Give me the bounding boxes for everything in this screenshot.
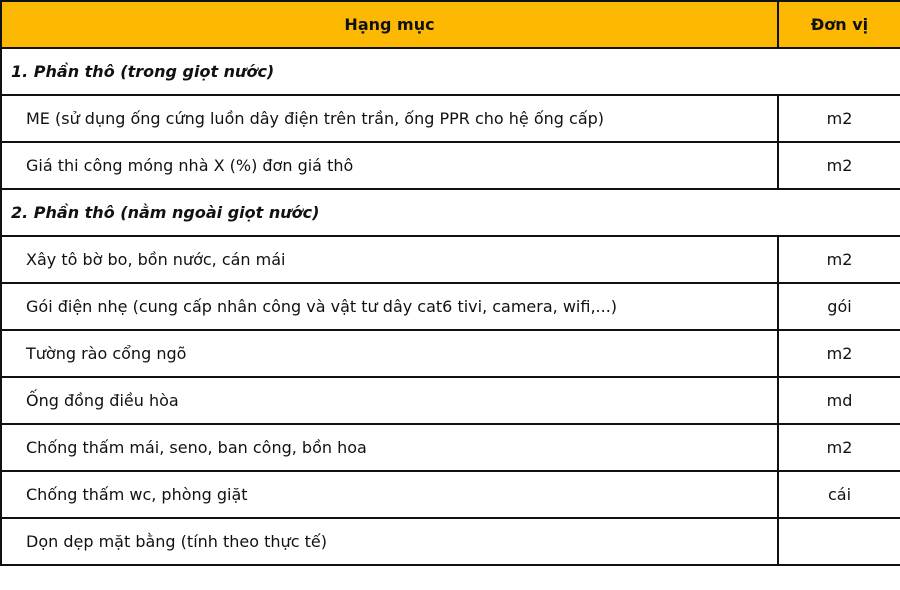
header-row [1,1,900,48]
item-label: Dọn dẹp mặt bằng (tính theo thực tế) [1,518,778,565]
item-label: Ống đồng điều hòa [1,377,778,424]
item-unit: gói [778,283,900,330]
item-unit: m2 [778,424,900,471]
table-row [1,236,900,283]
section-title: 2. Phần thô (nằm ngoài giọt nước) [1,189,900,236]
item-label: Gói điện nhẹ (cung cấp nhân công và vật tư dây cat6 tivi, camera, wifi,...) [1,283,778,330]
item-unit: m2 [778,236,900,283]
section-title: 1. Phần thô (trong giọt nước) [1,48,900,95]
table-row [1,283,900,330]
section-row [1,48,900,95]
item-unit [778,518,900,565]
item-unit: md [778,377,900,424]
table-row [1,377,900,424]
table-row [1,471,900,518]
item-label: Tường rào cổng ngõ [1,330,778,377]
item-label: ME (sử dụng ống cứng luồn dây điện trên trần, ống PPR cho hệ ống cấp) [1,95,778,142]
item-label: Xây tô bờ bo, bồn nước, cán mái [1,236,778,283]
header-unit: Đơn vị [778,1,900,48]
item-unit: cái [778,471,900,518]
item-unit: m2 [778,330,900,377]
item-label: Chống thấm mái, seno, ban công, bồn hoa [1,424,778,471]
table-row [1,424,900,471]
item-label: Giá thi công móng nhà X (%) đơn giá thô [1,142,778,189]
table-row [1,95,900,142]
table-row [1,330,900,377]
item-unit: m2 [778,142,900,189]
table-row [1,518,900,565]
item-unit: m2 [778,95,900,142]
item-label: Chống thấm wc, phòng giặt [1,471,778,518]
section-row [1,189,900,236]
table-row [1,142,900,189]
header-item: Hạng mục [1,1,778,48]
